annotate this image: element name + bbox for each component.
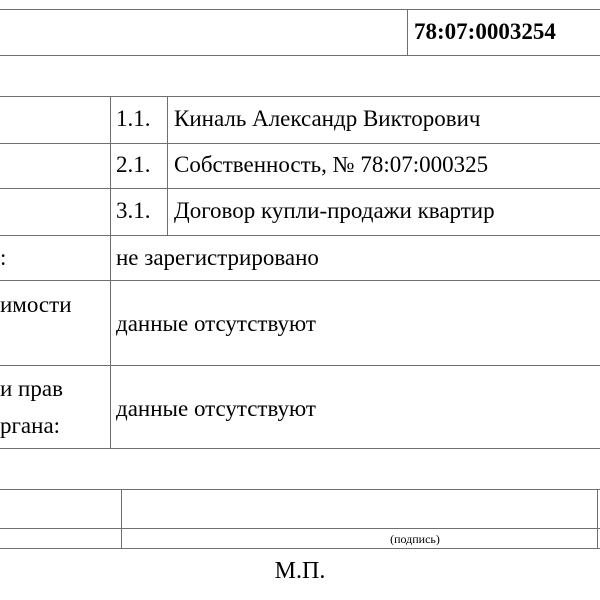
cadastral-number: 78:07:0003254: [414, 19, 556, 44]
signature-caption: (подпись): [390, 533, 440, 545]
section-2-value: данные отсутствуют: [116, 311, 316, 336]
section-2-label-fragment: имости: [0, 292, 72, 317]
section-1-label-fragment: :: [0, 245, 7, 270]
row-3-value: Договор купли-продажи квартир: [174, 198, 495, 223]
label-column-divider: [110, 96, 111, 449]
signature-line: [0, 528, 600, 529]
row-2-bottom-border: [0, 188, 600, 189]
header-divider: [407, 9, 408, 56]
table-bottom-border: [0, 448, 600, 449]
header-top-border: [0, 9, 600, 10]
section-3-label-fragment-line2: ргана:: [0, 413, 61, 438]
section-3-label-fragment-line1: и прав: [0, 376, 63, 401]
table-top-border: [0, 96, 600, 97]
row-3-bottom-border: [0, 235, 600, 236]
row-1-bottom-border: [0, 143, 600, 144]
section-1-bottom-border: [0, 280, 600, 281]
header-bottom-border: [0, 55, 600, 56]
row-1-index: 1.1.: [116, 106, 151, 131]
signature-block-top-border: [0, 489, 600, 490]
row-3-index: 3.1.: [116, 198, 151, 223]
signature-block-bottom-border: [0, 548, 600, 549]
row-1-value: Киналь Александр Викторович: [174, 106, 481, 131]
section-3-value: данные отсутствуют: [116, 396, 316, 421]
stamp-label: М.П.: [274, 558, 326, 584]
signature-block-divider: [121, 489, 122, 549]
row-2-value: Собственность, № 78:07:000325: [174, 152, 489, 177]
section-2-bottom-border: [0, 365, 600, 366]
row-2-index: 2.1.: [116, 152, 151, 177]
signature-block-right-edge: [597, 489, 598, 549]
index-column-divider: [167, 96, 168, 236]
section-1-value: не зарегистрировано: [116, 245, 319, 270]
